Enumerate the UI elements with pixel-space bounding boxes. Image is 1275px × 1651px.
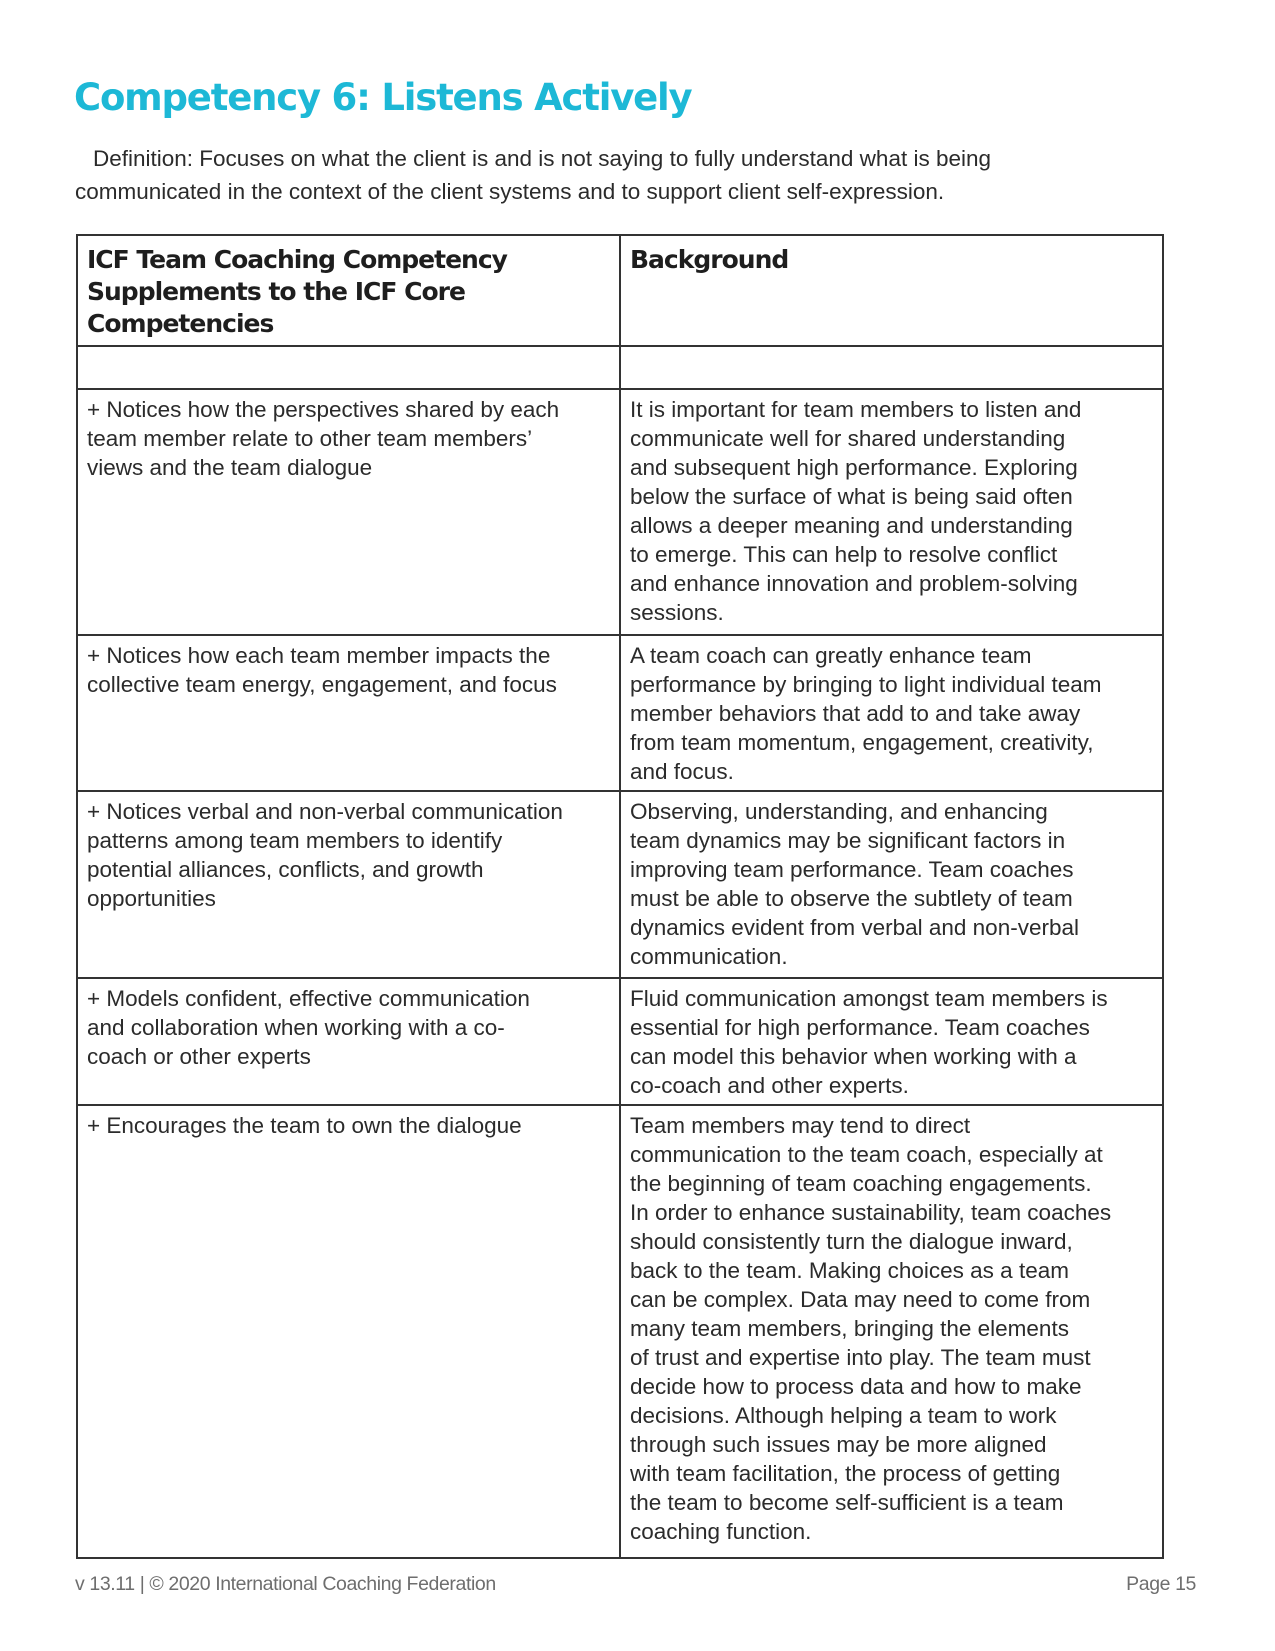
cell-line: In order to enhance sustainability, team coaches	[630, 1200, 1112, 1225]
background-cell	[620, 635, 1163, 791]
table-row	[77, 791, 1163, 978]
header-line: ICF Team Coaching Competency	[87, 245, 507, 274]
cell-line: Fluid communication amongst team members is	[630, 986, 1108, 1011]
cell-line: the team to become self-sufficient is a team	[630, 1490, 1064, 1515]
cell-line: allows a deeper meaning and understanding	[630, 513, 1073, 538]
cell-line: patterns among team members to identify	[87, 828, 503, 853]
header-line: Supplements to the ICF Core	[87, 277, 465, 306]
cell-line: through such issues may be more aligned	[630, 1432, 1047, 1457]
cell-line: member behaviors that add to and take away	[630, 701, 1081, 726]
cell-line: must be able to observe the subtlety of team	[630, 886, 1073, 911]
cell-line: communication to the team coach, especially at	[630, 1142, 1103, 1167]
cell-line: + Encourages the team to own the dialogue	[87, 1113, 522, 1138]
page-title: Competency 6: Listens Actively	[74, 76, 692, 119]
cell-line: decide how to process data and how to make	[630, 1374, 1082, 1399]
cell-line: to emerge. This can help to resolve conflict	[630, 542, 1058, 567]
cell-line: from team momentum, engagement, creativity,	[630, 730, 1094, 755]
cell-line: opportunities	[87, 886, 216, 911]
table-row	[77, 978, 1163, 1105]
cell-line: communicate well for shared understanding	[630, 426, 1066, 451]
table-row	[77, 1105, 1163, 1558]
cell-line: views and the team dialogue	[87, 455, 373, 480]
page-number: Page 15	[1126, 1573, 1196, 1595]
cell-line: + Models confident, effective communication	[87, 986, 530, 1011]
header-line: Background	[630, 245, 789, 274]
cell-line: decisions. Although helping a team to work	[630, 1403, 1057, 1428]
competency-cell	[77, 389, 620, 635]
empty-cell	[77, 346, 620, 389]
cell-line: essential for high performance. Team coaches	[630, 1015, 1090, 1040]
background-cell	[620, 1105, 1163, 1558]
definition-text	[75, 142, 1175, 208]
table-row	[77, 389, 1163, 635]
competency-table	[76, 234, 1164, 1559]
cell-line: coaching function.	[630, 1519, 812, 1544]
cell-line: potential alliances, conflicts, and growth	[87, 857, 484, 882]
table-header-row	[77, 235, 1163, 346]
cell-line: Team members may tend to direct	[630, 1113, 971, 1138]
competency-cell	[77, 791, 620, 978]
cell-line: and collaboration when working with a co-	[87, 1015, 505, 1040]
cell-line: should consistently turn the dialogue inward,	[630, 1229, 1073, 1254]
competency-cell	[77, 1105, 620, 1558]
table-row-empty	[77, 346, 1163, 389]
cell-line: + Notices how each team member impacts the	[87, 643, 551, 668]
cell-line: below the surface of what is being said often	[630, 484, 1073, 509]
cell-line: team dynamics may be significant factors in	[630, 828, 1066, 853]
cell-line: coach or other experts	[87, 1044, 311, 1069]
background-cell	[620, 791, 1163, 978]
table-row	[77, 635, 1163, 791]
cell-line: A team coach can greatly enhance team	[630, 643, 1032, 668]
cell-line: with team facilitation, the process of getting	[630, 1461, 1061, 1486]
definition-line: Definition: Focuses on what the client is and is not saying to fully understand what is being	[93, 146, 992, 171]
cell-line: Observing, understanding, and enhancing	[630, 799, 1048, 824]
cell-line: + Notices how the perspectives shared by each	[87, 397, 560, 422]
cell-line: communication.	[630, 944, 788, 969]
cell-line: co-coach and other experts.	[630, 1073, 909, 1098]
header-competency	[77, 235, 620, 346]
cell-line: performance by bringing to light individual team	[630, 672, 1102, 697]
cell-line: back to the team. Making choices as a team	[630, 1258, 1069, 1283]
empty-cell	[620, 346, 1163, 389]
cell-line: team member relate to other team members’	[87, 426, 533, 451]
cell-line: sessions.	[630, 600, 724, 625]
cell-line: dynamics evident from verbal and non-verbal	[630, 915, 1079, 940]
cell-line: and subsequent high performance. Exploring	[630, 455, 1078, 480]
cell-line: and focus.	[630, 759, 734, 784]
footer-copyright: v 13.11 | © 2020 International Coaching Federation	[75, 1573, 496, 1595]
cell-line: collective team energy, engagement, and focus	[87, 672, 557, 697]
cell-line: + Notices verbal and non-verbal communication	[87, 799, 563, 824]
definition-line: communicated in the context of the client systems and to support client self-expression.	[75, 179, 945, 204]
competency-cell	[77, 978, 620, 1105]
competency-cell	[77, 635, 620, 791]
cell-line: can be complex. Data may need to come from	[630, 1287, 1091, 1312]
cell-line: can model this behavior when working with a	[630, 1044, 1077, 1069]
cell-line: It is important for team members to listen and	[630, 397, 1082, 422]
background-cell	[620, 389, 1163, 635]
header-background	[620, 235, 1163, 346]
cell-line: the beginning of team coaching engagements.	[630, 1171, 1092, 1196]
cell-line: many team members, bringing the elements	[630, 1316, 1069, 1341]
cell-line: of trust and expertise into play. The team must	[630, 1345, 1091, 1370]
background-cell	[620, 978, 1163, 1105]
cell-line: and enhance innovation and problem-solving	[630, 571, 1078, 596]
cell-line: improving team performance. Team coaches	[630, 857, 1074, 882]
header-line: Competencies	[87, 309, 274, 338]
